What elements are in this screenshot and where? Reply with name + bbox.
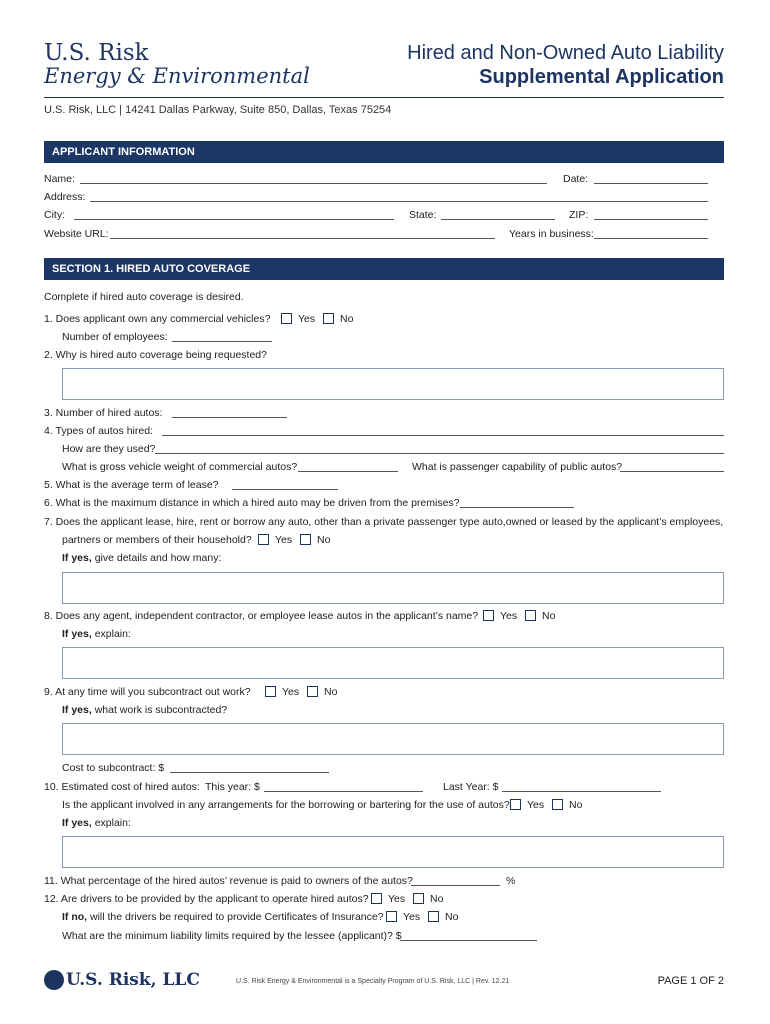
q8-explain-label: If yes, explain: <box>62 628 131 640</box>
name-label: Name: <box>44 173 75 185</box>
q1-yes-label: Yes <box>298 313 316 325</box>
q2-answer-box[interactable] <box>62 368 724 400</box>
q12-cert-yes-checkbox[interactable] <box>386 911 397 922</box>
q7-answer-box[interactable] <box>62 572 724 604</box>
q4-field[interactable] <box>162 435 724 436</box>
q8-yes-checkbox[interactable] <box>483 610 494 621</box>
subcontract-cost-label: Cost to subcontract: $ <box>62 762 165 774</box>
q1-label: 1. Does applicant own any commercial vehicles? <box>44 313 271 325</box>
q4-passenger-field[interactable] <box>620 471 724 472</box>
q9-no-label: No <box>324 686 338 698</box>
page-number: PAGE 1 OF 2 <box>657 975 724 987</box>
q4-passenger-label: What is passenger capability of public autos? <box>412 461 623 473</box>
state-label: State: <box>409 209 437 221</box>
q10-no-label: No <box>569 799 583 811</box>
q10-label: 10. Estimated cost of hired autos: <box>44 781 200 793</box>
website-label: Website URL: <box>44 228 109 240</box>
city-label: City: <box>44 209 65 221</box>
address-field[interactable] <box>90 201 708 202</box>
q12-cert-no-label: No <box>445 911 459 923</box>
q11-label: 11. What percentage of the hired autos’ revenue is paid to owners of the autos? <box>44 875 413 887</box>
q1-no-checkbox[interactable] <box>323 313 334 324</box>
state-field[interactable] <box>441 219 555 220</box>
header-divider <box>44 97 724 98</box>
employees-label: Number of employees: <box>62 331 168 343</box>
q10-explain-label: If yes, explain: <box>62 817 131 829</box>
q3-field[interactable] <box>172 417 287 418</box>
q12-certificates-label: If no, will the drivers be required to provide Certificates of Insurance? <box>62 911 384 923</box>
q12-yes-checkbox[interactable] <box>371 893 382 904</box>
last-year-field[interactable] <box>502 791 661 792</box>
q1-no-label: No <box>340 313 354 325</box>
q4-usage-field[interactable] <box>155 453 724 454</box>
city-field[interactable] <box>74 219 394 220</box>
q5-label: 5. What is the average term of lease? <box>44 479 219 491</box>
q7-yes-label: Yes <box>275 534 293 546</box>
zip-field[interactable] <box>594 219 708 220</box>
q12-limits-label: What are the minimum liability limits required by the lessee (applicant)? $ <box>62 930 402 942</box>
page-subtitle: Supplemental Application <box>479 66 724 88</box>
q7-no-label: No <box>317 534 331 546</box>
section-heading-applicant: APPLICANT INFORMATION <box>44 141 724 163</box>
q8-no-checkbox[interactable] <box>525 610 536 621</box>
website-field[interactable] <box>110 238 495 239</box>
q10-yes-checkbox[interactable] <box>510 799 521 810</box>
q10-yes-label: Yes <box>527 799 545 811</box>
q6-label: 6. What is the maximum distance in which a hired auto may be driven from the premises? <box>44 497 460 509</box>
q12-no-checkbox[interactable] <box>413 893 424 904</box>
logo-subtitle: Energy & Environmental <box>44 64 310 88</box>
q10-no-checkbox[interactable] <box>552 799 563 810</box>
this-year-field[interactable] <box>264 791 423 792</box>
q7-label: 7. Does the applicant lease, hire, rent or borrow any auto, other than a private passenger type auto,owned or leased by the applicant’s employees, <box>44 516 724 528</box>
q5-field[interactable] <box>232 489 338 490</box>
q8-yes-label: Yes <box>500 610 518 622</box>
subcontract-cost-field[interactable] <box>170 772 329 773</box>
years-in-business-label: Years in business: <box>509 228 594 240</box>
q4-label: 4. Types of autos hired: <box>44 425 153 437</box>
q9-detail-label: If yes, what work is subcontracted? <box>62 704 228 716</box>
footer-logo: U.S. Risk, LLC <box>66 970 200 990</box>
date-label: Date: <box>563 173 589 185</box>
q4-weight-label: What is gross vehicle weight of commercial autos? <box>62 461 298 473</box>
q8-no-label: No <box>542 610 556 622</box>
q8-answer-box[interactable] <box>62 647 724 679</box>
this-year-label: This year: $ <box>205 781 260 793</box>
q12-cert-yes-label: Yes <box>403 911 421 923</box>
q3-label: 3. Number of hired autos: <box>44 407 163 419</box>
q12-label: 12. Are drivers to be provided by the applicant to operate hired autos? <box>44 893 369 905</box>
q7-yes-checkbox[interactable] <box>258 534 269 545</box>
years-in-business-field[interactable] <box>594 238 708 239</box>
name-field[interactable] <box>80 183 547 184</box>
address-label: Address: <box>44 191 86 203</box>
q1-yes-checkbox[interactable] <box>281 313 292 324</box>
zip-label: ZIP: <box>569 209 589 221</box>
q10-borrowing-label: Is the applicant involved in any arrangements for the borrowing or bartering for the use of autos? <box>62 799 510 811</box>
percent-sign: % <box>506 875 516 887</box>
q12-no-label: No <box>430 893 444 905</box>
q2-label: 2. Why is hired auto coverage being requested? <box>44 349 267 361</box>
q8-label: 8. Does any agent, independent contractor, or employee lease autos in the applicant’s name? <box>44 610 479 622</box>
q9-answer-box[interactable] <box>62 723 724 755</box>
q10-answer-box[interactable] <box>62 836 724 868</box>
q12-yes-label: Yes <box>388 893 406 905</box>
q7-label-cont: partners or members of their household? <box>62 534 252 546</box>
footer-text: U.S. Risk Energy & Environmental is a Specialty Program of U.S. Risk, LLC | Rev. 12.21 <box>236 978 510 985</box>
date-field[interactable] <box>594 183 708 184</box>
q4-weight-field[interactable] <box>298 471 398 472</box>
q9-yes-checkbox[interactable] <box>265 686 276 697</box>
logo-wordmark: U.S. Risk <box>44 40 149 66</box>
q9-yes-label: Yes <box>282 686 300 698</box>
q7-detail-label: If yes, give details and how many: <box>62 552 222 564</box>
q12-limits-field[interactable] <box>400 940 537 941</box>
q9-label: 9. At any time will you subcontract out work? <box>44 686 251 698</box>
q9-no-checkbox[interactable] <box>307 686 318 697</box>
last-year-label: Last Year: $ <box>443 781 499 793</box>
employees-field[interactable] <box>172 341 272 342</box>
company-address: U.S. Risk, LLC | 14241 Dallas Parkway, Suite 850, Dallas, Texas 75254 <box>44 104 392 116</box>
q7-no-checkbox[interactable] <box>300 534 311 545</box>
q6-field[interactable] <box>460 507 574 508</box>
q4-usage-label: How are they used? <box>62 443 156 455</box>
section-heading-hired-auto: SECTION 1. HIRED AUTO COVERAGE <box>44 258 724 280</box>
q11-field[interactable] <box>411 885 500 886</box>
section-intro: Complete if hired auto coverage is desired. <box>44 291 244 303</box>
seal-icon <box>44 970 64 990</box>
q12-cert-no-checkbox[interactable] <box>428 911 439 922</box>
page-title: Hired and Non-Owned Auto Liability <box>407 42 724 64</box>
